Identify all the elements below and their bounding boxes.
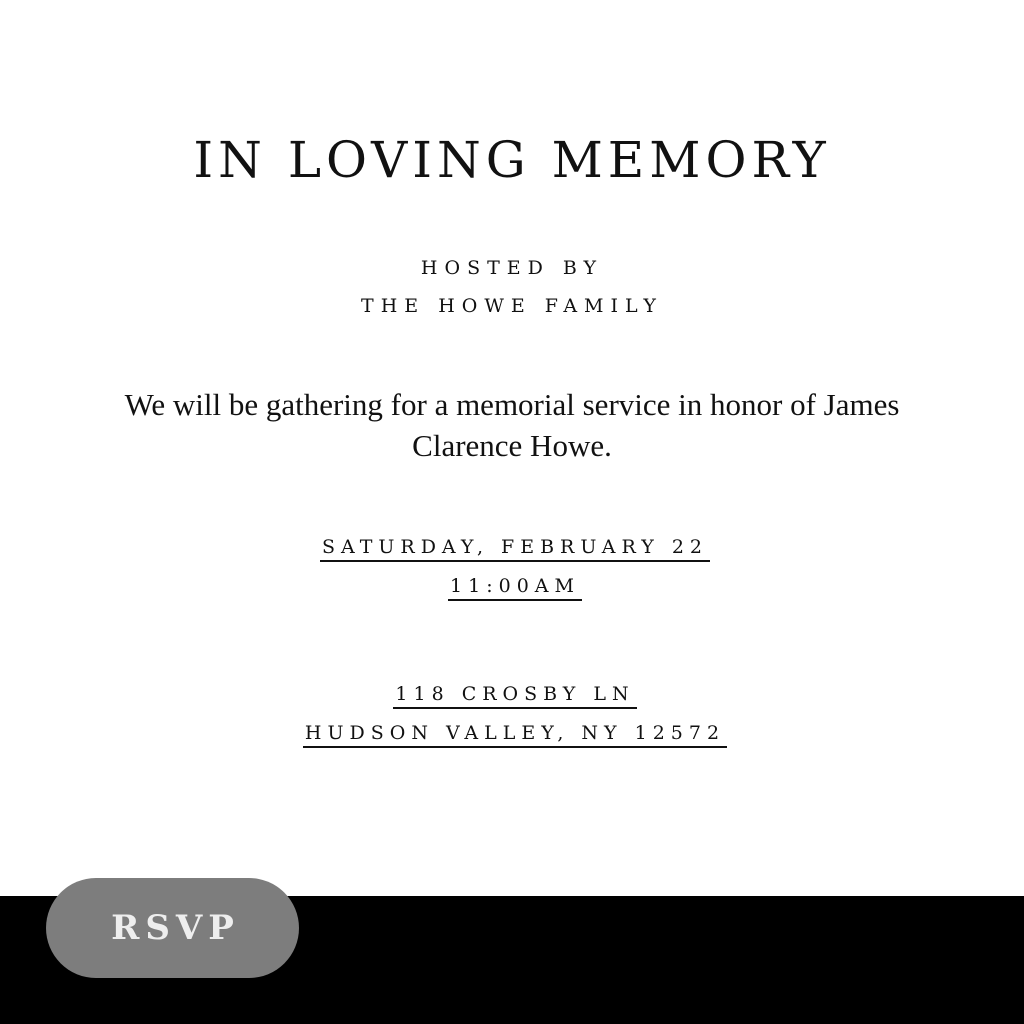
invitation-message: We will be gathering for a memorial service in honor of James Clarence Howe.	[124, 387, 900, 463]
page-title: IN LOVING MEMORY	[193, 131, 831, 189]
address-street-row	[0, 681, 1024, 713]
hosted-by-label: HOSTED BY	[420, 257, 604, 279]
event-time-link[interactable]: 11:00AM	[448, 573, 582, 601]
rsvp-button[interactable]: RSVP	[46, 878, 299, 978]
address-city-row	[0, 720, 1024, 752]
event-date-row	[0, 534, 1024, 566]
address-street-link[interactable]: 118 CROSBY LN	[393, 681, 636, 709]
event-date-link[interactable]: SATURDAY, FEBRUARY 22	[320, 534, 710, 562]
event-time-row	[0, 573, 1024, 605]
host-name: THE HOWE FAMILY	[361, 295, 663, 317]
address-city-link[interactable]: HUDSON VALLEY, NY 12572	[303, 720, 727, 748]
